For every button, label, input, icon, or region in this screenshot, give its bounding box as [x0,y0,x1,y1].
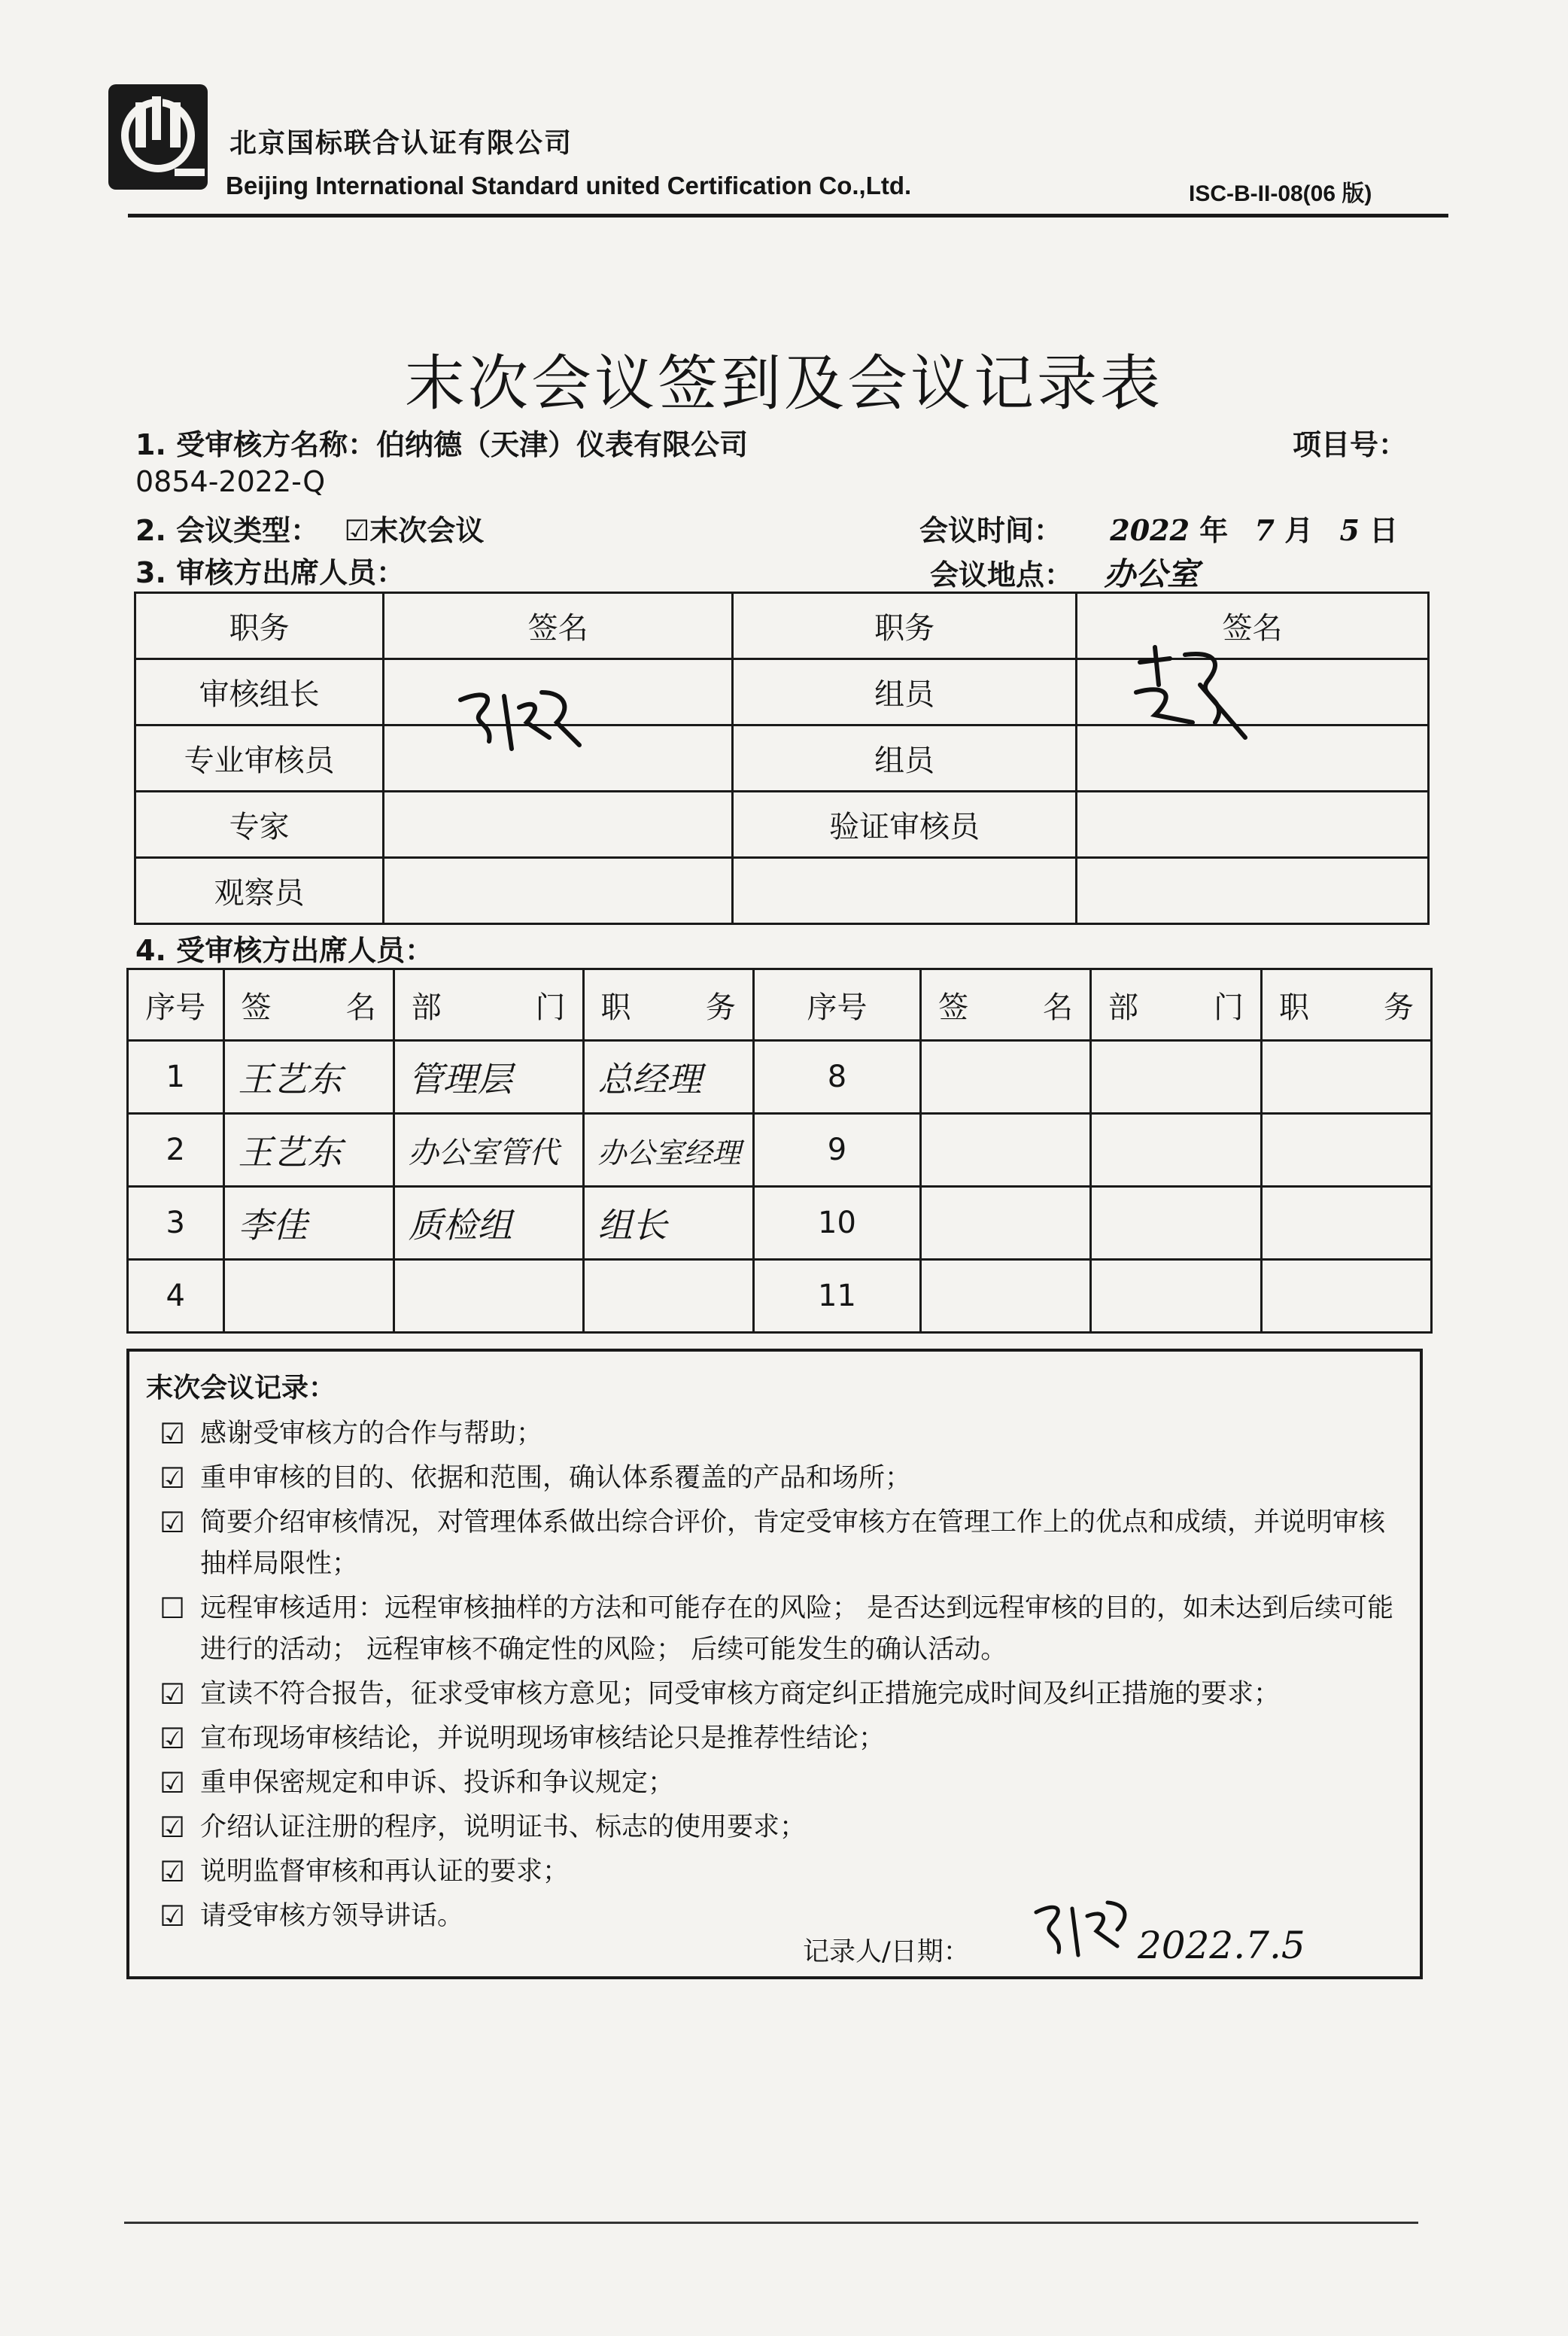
company-logo [105,81,211,194]
table-row [135,659,1429,725]
role-cell: 组员 [733,725,1077,792]
list-item [160,1807,1408,1848]
list-item [160,1851,1408,1893]
list-item [160,1763,1408,1804]
table-row [128,1187,1432,1260]
header-char: 部 [411,990,442,1025]
header-char: 务 [1384,990,1414,1025]
row-no-2: 10 [753,1187,920,1260]
item-text: 说明监督审核和再认证的要求； [200,1857,570,1887]
empty-cell [1091,1260,1262,1333]
empty-cell [1261,1114,1431,1187]
empty-cell [921,1041,1091,1114]
empty-cell [1261,1041,1431,1114]
list-item [160,1588,1408,1671]
meeting-place: 办公室 [1104,555,1199,592]
auditor-attendees-label: 3. 审核方出席人员： [135,556,406,589]
header-char: 名 [345,990,376,1025]
auditee-attendees-label: 4. 受审核方出席人员： [135,934,434,967]
row-position: 总经理 [583,1041,753,1114]
row-position: 组长 [583,1187,753,1260]
checkbox-icon: ☑ [160,1506,186,1539]
header-char: 部 [1108,990,1139,1025]
header-signature [223,969,394,1041]
header-char: 务 [705,990,736,1025]
list-item [160,1674,1408,1715]
header-cell: 签名 [384,593,733,659]
checkbox-icon: ☑ [160,1677,186,1711]
role-cell: 验证审核员 [733,792,1077,858]
empty-cell [1261,1260,1431,1333]
empty-cell [921,1114,1091,1187]
header-cell: 职务 [135,593,384,659]
meeting-record-box [126,1349,1423,1979]
checkbox-icon: ☑ [160,1722,186,1755]
auditee-label: 1. 受审核方名称： [135,428,377,461]
signature-cell [1077,792,1429,858]
empty-cell [1091,1114,1262,1187]
item-text: 重申审核的目的、依据和范围，确认体系覆盖的产品和场所； [200,1463,912,1493]
month-char: 月 [1284,514,1314,547]
meeting-type-checkbox-icon: ☑ [344,514,370,547]
header-position [583,969,753,1041]
row-signature [223,1260,394,1333]
item-text: 远程审核适用：远程审核抽样的方法和可能存在的风险； 是否达到远程审核的目的，如未达到后续可能进行的活动； 远程审核不确定性的风险； 后续可能发生的确认活动。 [200,1593,1394,1665]
signature-cell [1077,858,1429,924]
row-no: 4 [128,1260,224,1333]
header-position-2 [1261,969,1431,1041]
auditee-attendee-table [126,968,1433,1334]
project-number: 0854-2022-Q [135,465,326,498]
table-row [128,1260,1432,1333]
list-item [160,1718,1408,1760]
header-department [394,969,583,1041]
checkbox-icon: ☑ [160,1462,186,1495]
recorder-date: 2022.7.5 [1138,1924,1305,1967]
row-no-2: 8 [753,1041,920,1114]
list-item [160,1502,1408,1585]
signature-cell [1077,725,1429,792]
day-char: 日 [1369,514,1399,547]
checkbox-icon: ☑ [160,1417,186,1450]
checkbox-icon: ☐ [160,1592,186,1625]
header-char: 名 [1043,990,1074,1025]
header-char: 职 [1278,990,1309,1025]
header-cell: 职务 [733,593,1077,659]
row-no: 2 [128,1114,224,1187]
document-code: ISC-B-II-08(06 版) [1189,181,1372,206]
meeting-day: 5 [1339,513,1360,547]
row-department: 质检组 [394,1187,583,1260]
row-department [394,1260,583,1333]
meeting-time-label: 会议时间： [919,514,1063,547]
meeting-type-value: 末次会议 [369,514,485,547]
empty-cell [1091,1041,1262,1114]
row-signature: 王艺东 [223,1041,394,1114]
item-text: 感谢受审核方的合作与帮助； [200,1419,543,1449]
role-cell: 专业审核员 [135,725,384,792]
row-signature: 王艺东 [223,1114,394,1187]
table-row [135,792,1429,858]
bottom-divider [124,2222,1418,2224]
role-cell: 审核组长 [135,659,384,725]
header-char: 门 [535,990,566,1025]
header-divider [128,214,1448,217]
meeting-month: 7 [1254,513,1275,547]
form-title: 末次会议签到及会议记录表 [405,348,1163,418]
signature-cell [384,725,733,792]
signature-cell [384,659,733,725]
item-text: 介绍认证注册的程序，说明证书、标志的使用要求； [200,1812,807,1842]
year-char: 年 [1199,514,1229,547]
role-cell: 组员 [733,659,1077,725]
signature-cell [384,858,733,924]
empty-cell [921,1260,1091,1333]
record-title: 末次会议记录： [146,1373,336,1404]
signature-cell [1077,659,1429,725]
header-cell: 签名 [1077,593,1429,659]
signature-cell [384,792,733,858]
header-char: 门 [1213,990,1244,1025]
header-no-2: 序号 [753,969,920,1041]
row-position: 办公室经理 [583,1114,753,1187]
header-char: 职 [600,990,631,1025]
meeting-place-row [930,549,1199,595]
item-text: 简要介绍审核情况，对管理体系做出综合评价，肯定受审核方在管理工作上的优点和成绩，并说明审核抽样局限性； [200,1507,1386,1579]
auditee-name: 伯纳德（天津）仪表有限公司 [376,428,749,461]
header-char: 签 [241,990,272,1025]
row-position [583,1260,753,1333]
list-item [160,1413,1408,1455]
project-label: 项目号： [1293,428,1408,461]
table-row [135,725,1429,792]
auditee-name-row [135,421,748,463]
recorder-label: 记录人/日期： [803,1937,970,1967]
item-text: 宣读不符合报告，征求受审核方意见；同受审核方商定纠正措施完成时间及纠正措施的要求； [200,1679,1281,1709]
org-name-cn: 北京国标联合认证有限公司 [229,128,573,159]
row-department: 管理层 [394,1041,583,1114]
table-row [135,858,1429,924]
table-row [128,1041,1432,1114]
auditor-attendee-table [134,592,1430,925]
header-char: 签 [938,990,969,1025]
row-no: 3 [128,1187,224,1260]
meeting-time-row [919,507,1398,549]
row-no-2: 11 [753,1260,920,1333]
item-text: 宣布现场审核结论，并说明现场审核结论只是推荐性结论； [200,1723,886,1754]
header-department-2 [1091,969,1262,1041]
checkbox-icon: ☑ [160,1855,186,1888]
role-cell [733,858,1077,924]
header-signature-2 [921,969,1091,1041]
row-signature: 李佳 [223,1187,394,1260]
meeting-place-label: 会议地点： [930,558,1074,592]
empty-cell [1261,1187,1431,1260]
row-department: 办公室管代 [394,1114,583,1187]
record-list [160,1413,1408,1937]
empty-cell [1091,1187,1262,1260]
item-text: 重申保密规定和申诉、投诉和争议规定； [200,1768,675,1798]
role-cell: 观察员 [135,858,384,924]
org-name-en: Beijing International Standard united Certification Co.,Ltd. [226,172,912,199]
checkbox-icon: ☑ [160,1900,186,1933]
header-no: 序号 [128,969,224,1041]
checkbox-icon: ☑ [160,1766,186,1799]
row-no: 1 [128,1041,224,1114]
meeting-year: 2022 [1110,513,1190,547]
meeting-type-row [135,507,484,549]
empty-cell [921,1187,1091,1260]
checkbox-icon: ☑ [160,1811,186,1844]
list-item [160,1458,1408,1499]
item-text: 请受审核方领导讲话。 [200,1901,464,1931]
row-no-2: 9 [753,1114,920,1187]
role-cell: 专家 [135,792,384,858]
table-row [128,1114,1432,1187]
meeting-type-label: 2. 会议类型： [135,514,320,547]
